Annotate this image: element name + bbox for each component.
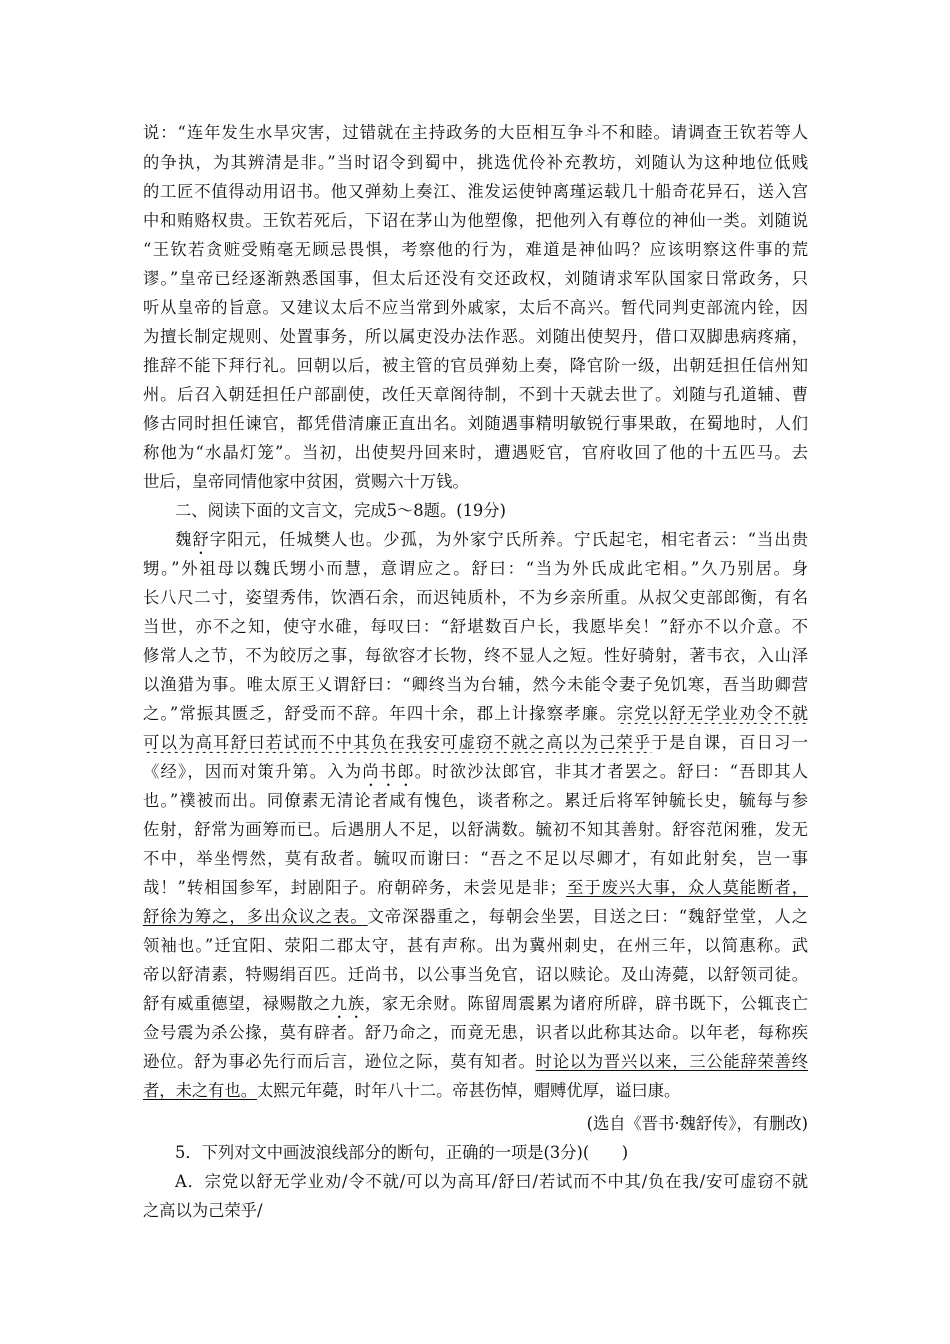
option-a: A．宗党以舒无学业劝/令不就/可以为高耳/舒曰/若试而不中其/负在我/安可虚窃不就 (175, 1172, 808, 1191)
text-span: 魏 (175, 530, 193, 549)
text-line: 甥。”外祖母以魏氏甥小而慧，意谓应之。舒曰：“当为外氏成此宅相。”久乃别居。身 (143, 559, 808, 578)
text-span: ，家无余财。陈留周震累为诸府所辟，辟书既下，公辄丧亡 (364, 994, 808, 1013)
text-line: 以渔猎为事。唯太原王乂谓舒曰：“卿终当为台辅，然今未能令妻子免饥寒，吾当助卿营 (143, 675, 808, 694)
source-citation: (选自《晋书·魏舒传》，有删改) (586, 1114, 808, 1133)
text-line: 也。”襆被而出。同僚素无清论者咸有愧色，谈者称之。累迁后将军钟毓长史，毓每与参 (143, 791, 808, 810)
option-a-continued: 之高以为己荣乎/ (143, 1201, 263, 1220)
text-line (143, 1052, 808, 1072)
text-span: 舒有威重德望，禄赐散之 (143, 994, 331, 1013)
text-line: 称他为“水晶灯笼”。当初，出使契丹回来时，遭遇贬官，官府收回了他的十五匹马。去 (143, 443, 808, 462)
question-stem: 5．下列对文中画波浪线部分的断句，正确的一项是(3分)( ) (175, 1143, 629, 1162)
emphasized-term: 九族 (330, 994, 365, 1013)
text-line: 帝以舒清素，特赐绢百匹。迁尚书，以公事当免官，诏以赎论。及山涛薨，以舒领司徒。 (143, 965, 808, 984)
text-span: 。时欲沙汰郎官，非其才者罢之。舒曰：“吾即其人 (414, 762, 808, 781)
emphasized-char: 舒 (192, 530, 210, 549)
text-span: 文帝深器重之，每朝会坐罢，目送之曰：“魏舒堂堂，人之 (367, 907, 808, 926)
text-line: 的工匠不值得动用诏书。他又弹劾上奏江、淮发运使钟离瑾运载几十船奇花异石，送入宫 (143, 182, 808, 201)
text-line: 州。后召入朝廷担任户部副使，改任天章阁待制，不到十天就去世了。刘随与孔道辅、曹 (143, 385, 808, 404)
text-line (143, 878, 808, 898)
text-line: “王钦若贪赃受贿毫无顾忌畏惧，考察他的行为，难道是神仙吗？应该明察这件事的荒 (143, 240, 808, 259)
text-line: 为擅长制定规则、处置事务，所以属吏没办法作恶。刘随出使契丹，借口双脚患病疼痛， (143, 327, 808, 346)
section-heading: 二、阅读下面的文言文，完成5～8题。(19分) (175, 501, 506, 520)
text-line: 听从皇帝的旨意。又建议太后不应当常到外戚家，太后不高兴。暂代同判吏部流内铨，因 (143, 298, 808, 317)
wavy-underline-text: 宗党以舒无学业劝令不就 (616, 704, 808, 723)
text-line: 领袖也。”迁宜阳、荥阳二郡太守，甚有声称。出为冀州刺史，在州三年，以简惠称。武 (143, 936, 808, 955)
text-span: 于是自课，百日习一 (651, 733, 808, 752)
text-line: 长八尺二寸，姿望秀伟，饮酒石余，而迟钝质朴，不为乡亲所重。从叔父吏部郎衡，有名 (143, 588, 808, 607)
text-line: 说：“连年发生水旱灾害，过错就在主持政务的大臣相互争斗不和睦。请调查王钦若等人 (143, 123, 808, 142)
emphasized-term: 尚书郎 (362, 762, 415, 781)
text-span: 字阳元，任城樊人也。少孤，为外家宁氏所养。宁氏起宅，相宅者云：“当出贵 (209, 530, 808, 549)
text-line: 佥号震为杀公掾，莫有辟者。舒乃命之，而竟无患，识者以此称其达命。以年老，每称疾 (143, 1023, 808, 1042)
text-line: 世后，皇帝同情他家中贫困，赏赐六十万钱。 (143, 472, 469, 491)
text-line: 修古同时担任谏官，都凭借清廉正直出名。刘随遇事精明敏锐行事果敢，在蜀地时，人们 (143, 414, 808, 433)
text-line: 不中，举坐愕然，莫有敌者。毓叹而谢曰：“吾之不足以尽卿才，有如此射矣，岂一事 (143, 849, 808, 868)
underlined-sentence: 者，未之有也。 (143, 1081, 257, 1100)
text-span: 之。”常振其匮乏，舒受而不辞。年四十余，郡上计掾察孝廉。 (143, 704, 617, 723)
text-span: 太熙元年薨，时年八十二。帝甚伤悼，赗赙优厚，谥曰康。 (256, 1081, 681, 1100)
text-line: 推辞不能下拜行礼。回朝以后，被主管的官员弹劾上奏，降官阶一级，出朝廷担任信州知 (143, 356, 808, 375)
text-span: 逊位。舒为事必先行而后言，逊位之际，莫有知者。 (143, 1052, 536, 1071)
underlined-sentence: 至于废兴大事，众人莫能断者， (566, 878, 808, 897)
underlined-sentence: 时论以为晋兴以来，三公能辞荣善终 (535, 1052, 808, 1071)
text-line (143, 994, 808, 1022)
text-line (143, 704, 808, 724)
text-line (143, 733, 808, 753)
wavy-underline-text: 可以为高耳舒曰若试而不中其负在我安可虚窃不就之高以为己荣乎 (143, 733, 652, 752)
text-line (143, 1081, 808, 1101)
text-span: 《经》，因而对策升第。入为 (143, 762, 363, 781)
text-span: 哉！”转相国参军，封剧阳子。府朝碎务，未尝见是非； (143, 878, 567, 897)
text-line: 的争执，为其辨清是非。”当时诏令到蜀中，挑选优伶补充教坊，刘随认为这种地位低贱 (143, 153, 808, 172)
underlined-sentence: 舒徐为筹之，多出众议之表。 (143, 907, 368, 926)
text-line: 佐射，舒常为画筹而已。后遇朋人不足，以舒满数。毓初不知其善射。舒容范闲雅，发无 (143, 820, 808, 839)
text-line: 中和贿赂权贵。王钦若死后，下诏在茅山为他塑像，把他列入有尊位的神仙一类。刘随说 (143, 211, 808, 230)
text-line: 修常人之节，不为皎厉之事，每欲容才长物，终不显人之短。性好骑射，著韦衣，入山泽 (143, 646, 808, 665)
text-line (175, 530, 808, 558)
text-line (143, 762, 808, 790)
text-line: 谬。”皇帝已经逐渐熟悉国事，但太后还没有交还政权，刘随请求军队国家日常政务，只 (143, 269, 808, 288)
text-line (143, 907, 808, 927)
text-line: 当世，亦不之知，使守水碓，每叹曰：“舒堪数百户长，我愿毕矣！”舒亦不以介意。不 (143, 617, 808, 636)
